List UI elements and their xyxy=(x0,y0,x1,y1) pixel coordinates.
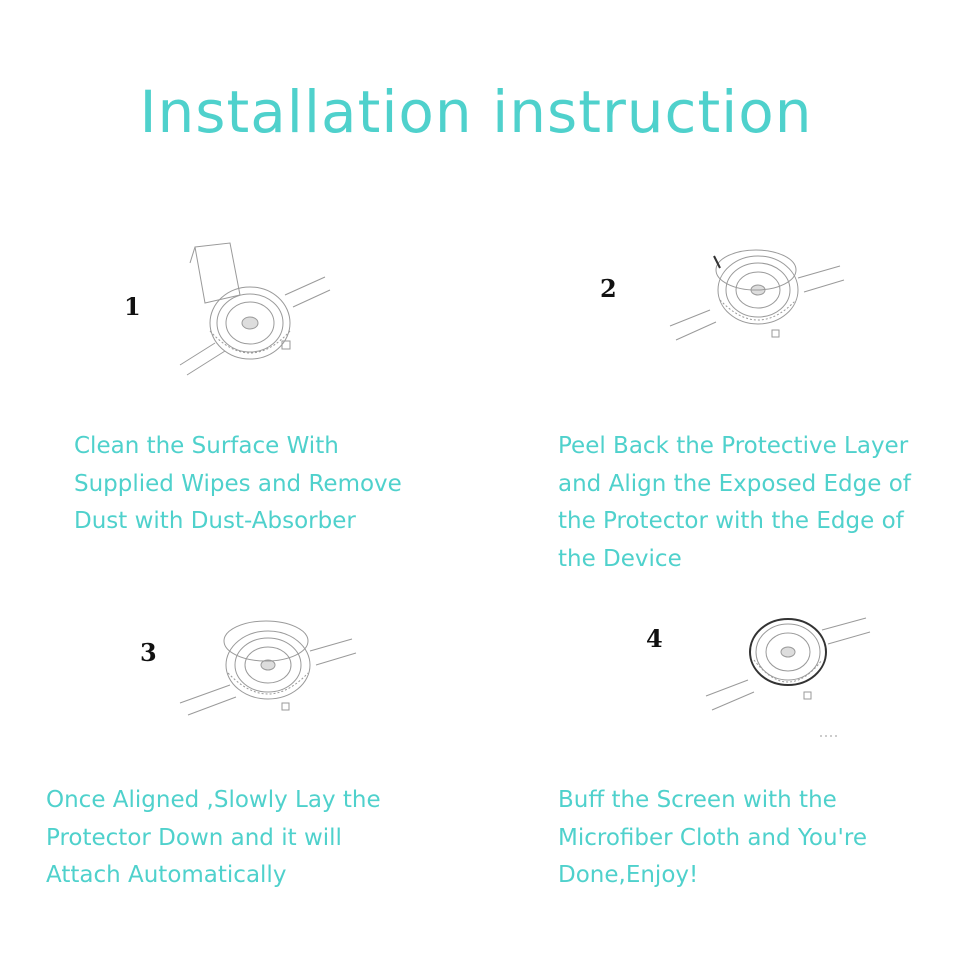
step-1-line: Clean the Surface With xyxy=(74,433,339,459)
step-4-description xyxy=(558,782,867,895)
step-2-line: the Protector with the Edge of xyxy=(558,508,904,534)
step-2-line: and Align the Exposed Edge of xyxy=(558,470,911,497)
step-2-number: 2 xyxy=(600,274,617,303)
step-4-line: Microfiber Cloth and You're xyxy=(558,824,867,851)
step-3-line: Once Aligned ,Slowly Lay the xyxy=(46,787,381,813)
step-4-line: Buff the Screen with the xyxy=(558,787,837,813)
step-3-line: Protector Down and it will xyxy=(46,824,342,851)
step-3-description xyxy=(46,782,381,895)
watch-peel-illustration xyxy=(668,248,848,358)
step-2-description xyxy=(558,428,911,578)
step-3-line: Attach Automatically xyxy=(46,862,287,888)
page-title: Installation instruction xyxy=(139,78,813,146)
step-4-line: Done,Enjoy! xyxy=(558,862,699,888)
watch-wipe-illustration xyxy=(175,235,335,380)
step-1-description xyxy=(74,428,402,541)
step-2-line: the Device xyxy=(558,545,682,572)
step-4-number: 4 xyxy=(646,624,663,653)
step-1-number: 1 xyxy=(124,292,141,321)
watch-buff-illustration xyxy=(700,600,875,740)
step-2-line: Peel Back the Protective Layer xyxy=(558,433,909,459)
watch-lay-illustration xyxy=(170,615,360,725)
step-3-number: 3 xyxy=(140,638,157,667)
step-1-line: Supplied Wipes and Remove xyxy=(74,470,402,497)
step-1-line: Dust with Dust-Absorber xyxy=(74,508,356,534)
